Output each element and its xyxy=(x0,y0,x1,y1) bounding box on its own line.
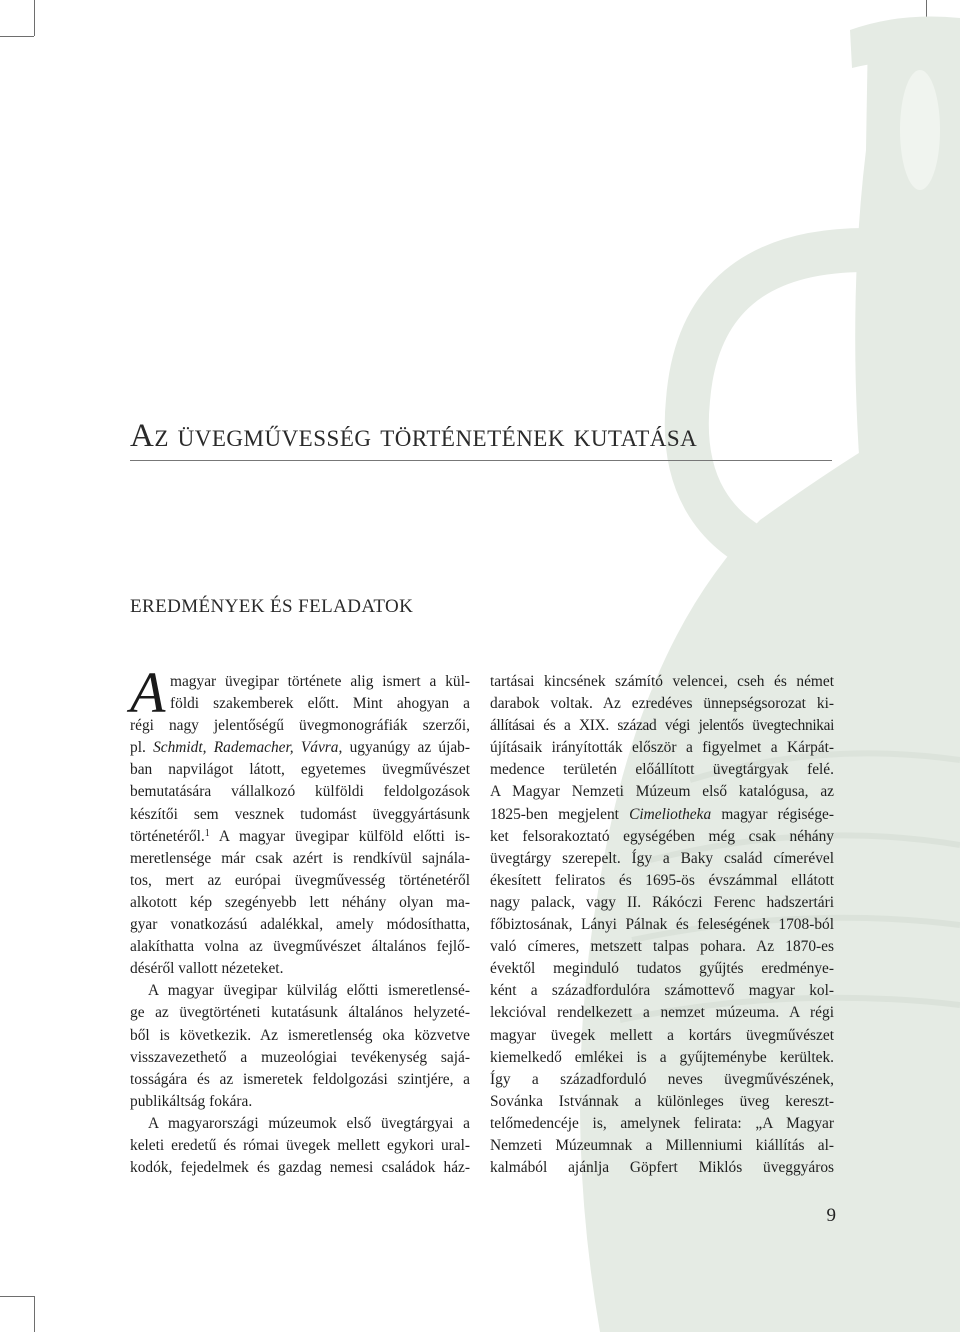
text-line: alkotott kép szegényebb lett néhány olyan ma- xyxy=(130,893,470,911)
text-line: tos, mert az európai üvegművesség történetéről xyxy=(130,871,470,889)
left-text-column xyxy=(130,671,470,1179)
text-line: lekcióval rendelkezett a nemzet múzeuma. A régi xyxy=(490,1004,834,1022)
drop-cap: A xyxy=(130,660,166,725)
right-text-column xyxy=(490,671,834,1179)
text-line: régi nagy jelentőségű üvegmonográfiák szerzői, xyxy=(130,717,470,735)
chapter-subtitle: EREDMÉNYEK ÉS FELADATOK xyxy=(130,596,414,617)
text-line: déséről vallott nézeteket. xyxy=(130,960,284,978)
text-line: készítői sem vesznek tudomást üveggyártásunk xyxy=(130,805,470,823)
text-line: darabok voltak. Az ezredéves ünnepségsorozat ki- xyxy=(490,695,834,713)
text-line: főbiztosának, Lányi Pálnak és feleségének 1708-ból xyxy=(490,916,834,934)
text-line: évektől meginduló tudatos gyűjtés eredménye- xyxy=(490,960,834,978)
text-line: ékesített feliratos és 1695-ös évszámmal ellátott xyxy=(490,871,834,889)
text-line: való címeres, metszett talpas pohara. Az 1870-es xyxy=(490,938,834,956)
text-line: kiemelkedő emlékei is a gyűjteménybe kerültek. xyxy=(490,1048,834,1066)
author-names: Schmidt, Rademacher, Vávra, xyxy=(153,739,343,757)
text-line: ban napvilágot látott, egyetemes üvegművészet xyxy=(130,761,470,779)
text-line: üvegtárgy szerepelt. Így a Baky család címerével xyxy=(490,849,834,867)
text-line: Így a századforduló neves üvegművészének, xyxy=(490,1070,834,1088)
text-line: 1825-ben megjelent Cimeliotheka magyar régisége- xyxy=(490,805,834,823)
text-line: medence területén előállított üvegtárgyak felé. xyxy=(490,761,834,779)
text-line: A magyarországi múzeumok első üvegtárgyai a xyxy=(148,1114,470,1132)
text-line: tosságára és az ismeretek feldolgozási szintjére, a xyxy=(130,1070,470,1088)
chapter-title: Az üvegművesség történetének kutatása xyxy=(130,418,698,454)
text-line: földi szakemberek előtt. Mint ahogyan a xyxy=(170,695,470,713)
footnote-marker: 1 xyxy=(204,827,210,839)
text-line: telőmedencéje is, amelynek felirata: „A Magyar xyxy=(490,1114,834,1132)
text-line: pl. Schmidt, Rademacher, Vávra, ugyanúgy az újab- xyxy=(130,739,470,757)
text-line: Nemzeti Múzeumnak a Millenniumi kiállítás al- xyxy=(490,1136,834,1154)
text-line: ge az üvegtörténeti kutatásunk általános helyzeté- xyxy=(130,1004,470,1022)
text-line: állításai és a XIX. század végi jelentős üvegtechnikai xyxy=(490,717,834,735)
text-line: A Magyar Nemzeti Múzeum első katalógusa, az xyxy=(490,783,834,801)
text-line: meretlensége már csak azért is rendkívül sajnála- xyxy=(130,849,470,867)
text-line: magyar üvegek mellett a kortárs üvegművészet xyxy=(490,1026,834,1044)
text-line: keleti eredetű és római üvegek mellett egykori ural- xyxy=(130,1136,470,1154)
text-line: ként a századfordulóra számottevő magyar kol- xyxy=(490,982,834,1000)
text-line: magyar üvegipar története alig ismert a kül- xyxy=(170,673,470,690)
title-rule xyxy=(130,460,832,461)
text-line: történetéről.$^1$ A magyar üvegipar külföld előtti is- xyxy=(130,827,471,845)
text-line: A magyar üvegipar külvilág előtti ismeretlensé- xyxy=(148,982,470,1000)
text-line: Sovánka Istvánnak a különleges üveg kereszt- xyxy=(490,1092,834,1110)
catalogue-title: Cimeliotheka xyxy=(629,805,712,823)
text-line: tartásai kincsének számító velencei, cseh és német xyxy=(490,673,834,690)
page-number: 9 xyxy=(826,1205,836,1226)
text-line: gyar vonatkozású adalékkal, amely módosíthatta, xyxy=(130,916,470,934)
text-line: bemutatására vállalkozó külföldi feldolgozások xyxy=(130,783,470,801)
text-line: kalmából ajánlja Göpfert Miklós üveggyáros xyxy=(490,1159,834,1177)
text-line: alakíthatta volna az üvegművészet általános fejlő- xyxy=(130,938,470,956)
text-line: kodók, fejedelmek és gazdag nemesi családok ház- xyxy=(130,1159,470,1177)
text-line: ből is következik. Az ismeretlenség oka közvetve xyxy=(130,1026,470,1044)
text-line: ket felsorakoztató egységében még csak néhány xyxy=(490,827,834,845)
text-line: nagy palack, vagy II. Rákóczi Ferenc hadszertári xyxy=(490,893,834,911)
text-line: újításaik irányították először a figyelmet a Kárpát- xyxy=(490,739,834,757)
text-line: publikáltság fokára. xyxy=(130,1092,253,1110)
text-line: visszavezethető a muzeológiai tevékenység sajá- xyxy=(130,1048,470,1066)
